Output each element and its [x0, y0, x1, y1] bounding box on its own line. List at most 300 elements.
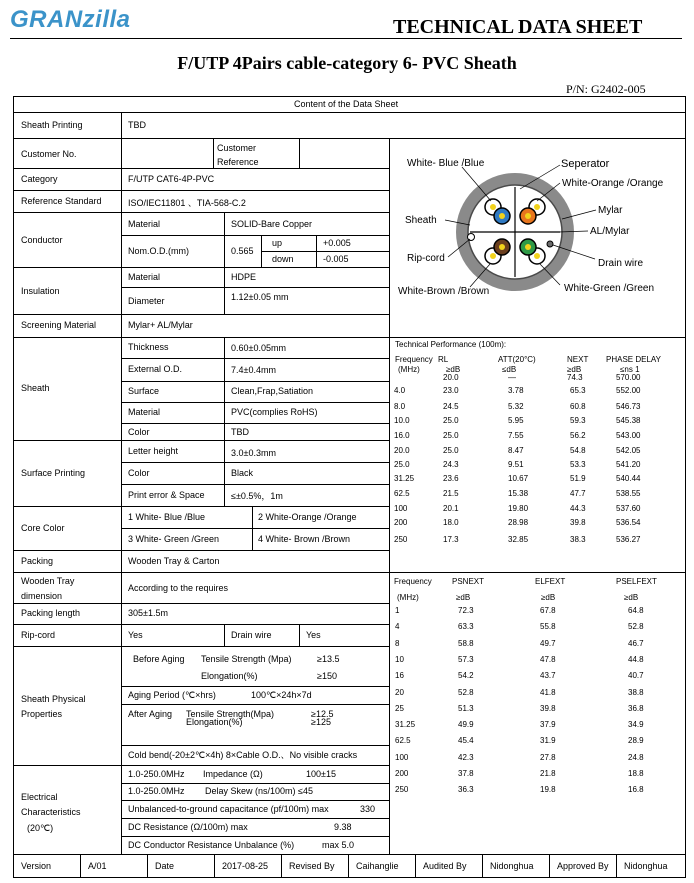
impedance-freq: 1.0-250.0MHz [128, 769, 185, 779]
part-number: P/N: G2402-005 [566, 82, 646, 96]
perf1-cell: 4.0 [394, 386, 406, 395]
perf1-cell: 56.2 [570, 431, 586, 440]
row-line [261, 251, 389, 252]
col-line [281, 854, 282, 878]
wire-white-core [534, 253, 540, 259]
perf1-cell: 10.0 [394, 416, 410, 425]
document-title: TECHNICAL DATA SHEET [393, 16, 643, 38]
perf2-unit: ≥dB [541, 593, 556, 602]
perf1-cell: 23.0 [443, 386, 459, 395]
label-white-brown: White-Brown /Brown [398, 286, 490, 297]
perf2-cell: 58.8 [458, 639, 474, 648]
row-line [13, 314, 389, 315]
logo [10, 6, 160, 32]
perf1-header: ATT(20°C) [498, 355, 536, 364]
after-tensile-label: Tensile Strength(Mpa) [186, 709, 275, 719]
perf1-cell: 8.0 [394, 402, 406, 411]
version-value: A/01 [88, 861, 107, 871]
row-line [13, 765, 389, 766]
row-line [121, 484, 389, 485]
col-line [121, 112, 122, 854]
print-error-value: ≤±0.5%，1m [231, 491, 283, 501]
header-rule [10, 38, 682, 39]
sheath-material-value: PVC(complies RoHS) [231, 407, 318, 417]
screening-label: Screening Material [21, 320, 97, 330]
logo-text: GRANzilla [10, 6, 131, 33]
electrical-label: Electrical Characteristics [21, 792, 81, 817]
row-line [121, 686, 389, 687]
conductor-up-label: up [272, 238, 283, 248]
row-line [121, 745, 389, 746]
row-line [13, 506, 389, 507]
sheath-od-label: External O.D. [128, 364, 183, 374]
perf1-cell: 5.32 [508, 402, 524, 411]
rip-cord-label: Rip-cord [21, 630, 56, 640]
perf2-cell: 100 [395, 753, 409, 762]
perf2-cell: 16 [395, 671, 404, 680]
col-line [482, 854, 483, 878]
perf-title: Technical Performance (100m): [395, 340, 507, 349]
perf2-cell: 52.8 [628, 622, 644, 631]
sheath-color-label: Color [128, 427, 150, 437]
perf1-cell: 31.25 [394, 474, 415, 483]
perf1-cell: 543.00 [616, 431, 641, 440]
wire-blue-core [499, 213, 505, 219]
after-tensile-value: ≥12.5 [311, 709, 334, 719]
conductor-material-label: Material [128, 219, 161, 229]
perf1-cell: 28.98 [508, 518, 529, 527]
perf2-cell: 49.9 [458, 720, 474, 729]
conductor-down-label: down [272, 254, 294, 264]
perf1-cell: 39.8 [570, 518, 586, 527]
approved-value: Nidonghua [624, 861, 668, 871]
print-color-label: Color [128, 468, 150, 478]
skew-label: Delay Skew (ns/100m) ≤45 [205, 786, 313, 796]
insulation-diameter-label: Diameter [128, 296, 165, 306]
perf2-cell: 39.8 [540, 704, 556, 713]
row-line [121, 704, 389, 705]
content-caption: Content of the Data Sheet [294, 99, 399, 109]
perf2-cell: 250 [395, 785, 409, 794]
print-color-value: Black [231, 468, 254, 478]
wire-green-core [525, 244, 531, 250]
rip-cord-value: Yes [128, 630, 143, 640]
unbalance-value: 330 [360, 804, 376, 814]
core-color-1: 1 White- Blue /Blue [128, 512, 206, 522]
label-mylar: Mylar [598, 205, 623, 216]
letter-height-label: Letter height [128, 446, 179, 456]
row-line [13, 112, 686, 113]
perf1-cell: 24.5 [443, 402, 459, 411]
perf2-cell: 62.5 [395, 736, 411, 745]
cold-bend: Cold bend(-20±2℃×4h) 8×Cable O.D.、No visible cracks [128, 750, 358, 760]
insulation-material-label: Material [128, 272, 161, 282]
col-line [549, 854, 550, 878]
conductor-material-value: SOLID-Bare Copper [231, 219, 313, 229]
packing-label: Packing [21, 556, 54, 566]
dc-unbalance-value: max 5.0 [322, 840, 355, 850]
col-line [224, 624, 225, 646]
perf1-cell: 538.55 [616, 489, 641, 498]
version-label: Version [21, 861, 52, 871]
packing-value: Wooden Tray & Carton [128, 556, 220, 566]
perf1-unit: ≤dB [502, 365, 517, 374]
perf2-cell: 38.8 [628, 688, 644, 697]
before-elong-value: ≥150 [317, 671, 337, 681]
perf1-cell: 536.27 [616, 535, 641, 544]
perf1-cell: 541.20 [616, 460, 641, 469]
col-line [616, 854, 617, 878]
perf2-unit: ≥dB [624, 593, 639, 602]
perf1-cell: 542.05 [616, 446, 641, 455]
row-line [121, 423, 389, 424]
row-line [121, 235, 389, 236]
conductor-od-value: 0.565 [231, 246, 254, 256]
perf1-header: PHASE DELAY [606, 355, 661, 364]
perf2-header: PSNEXT [452, 577, 485, 586]
perf2-cell: 21.8 [540, 769, 556, 778]
col-line [147, 854, 148, 878]
conductor-down-value: -0.005 [323, 254, 349, 264]
perf2-cell: 20 [395, 688, 404, 697]
perf2-cell: 1 [395, 606, 400, 615]
perf2-cell: 10 [395, 655, 404, 664]
revised-label: Revised By [289, 861, 335, 871]
perf1-cell: 25.0 [443, 446, 459, 455]
conductor-label: Conductor [21, 235, 63, 245]
packing-length-label: Packing length [21, 608, 81, 618]
surface-printing-label: Surface Printing [21, 468, 86, 478]
label-white-blue: White- Blue /Blue [407, 158, 485, 169]
row-line [121, 287, 389, 288]
perf1-cell: 74.3 [567, 373, 583, 382]
cable-cross-section [390, 139, 686, 337]
sheath-material-label: Material [128, 407, 161, 417]
insulation-material-value: HDPE [231, 272, 257, 282]
wire-white-core [490, 204, 496, 210]
aging-period-label: Aging Period (℃×hrs) [128, 690, 216, 700]
perf1-cell: 8.47 [508, 446, 524, 455]
drain-wire-value: Yes [306, 630, 321, 640]
reference-standard-value: ISO/IEC11801 、TIA-568-C.2 [128, 198, 246, 208]
aging-period-value: 100℃×24h×7d [251, 690, 312, 700]
row-line [13, 854, 686, 855]
perf2-cell: 64.8 [628, 606, 644, 615]
row-line [13, 337, 686, 338]
cable-title: F/UTP 4Pairs cable-category 6- PVC Sheath [177, 53, 517, 73]
perf1-cell: 540.44 [616, 474, 641, 483]
row-line [13, 572, 686, 573]
perf1-cell: 536.54 [616, 518, 641, 527]
after-aging-label: After Aging [128, 709, 173, 719]
perf1-cell: 100 [394, 504, 408, 513]
perf2-cell: 37.9 [540, 720, 556, 729]
conductor-od-label: Nom.O.D.(mm) [128, 246, 189, 256]
col-line [214, 854, 215, 878]
perf1-cell: — [508, 373, 516, 382]
perf2-cell: 18.8 [628, 769, 644, 778]
perf2-cell: 25 [395, 704, 404, 713]
impedance-value: 100±15 [306, 769, 336, 779]
perf2-cell: 47.8 [540, 655, 556, 664]
perf2-cell: 63.3 [458, 622, 474, 631]
perf2-cell: 27.8 [540, 753, 556, 762]
perf1-cell: 20.0 [394, 446, 410, 455]
before-tensile-value: ≥13.5 [317, 654, 340, 664]
perf1-cell: 54.8 [570, 446, 586, 455]
perf2-cell: 24.8 [628, 753, 644, 762]
perf1-unit: (MHz) [398, 365, 420, 374]
perf1-cell: 250 [394, 535, 408, 544]
perf2-header: PSELFEXT [616, 577, 657, 586]
perf1-cell: 7.55 [508, 431, 524, 440]
perf2-cell: 40.7 [628, 671, 644, 680]
reference-standard-label: Reference Standard [21, 196, 102, 206]
perf1-cell: 59.3 [570, 416, 586, 425]
perf2-cell: 36.3 [458, 785, 474, 794]
perf1-cell: 9.51 [508, 460, 524, 469]
perf1-unit: ≥dB [567, 365, 582, 374]
row-line [13, 212, 389, 213]
screening-value: Mylar+ AL/Mylar [128, 320, 193, 330]
electrical-temp: (20℃) [27, 823, 54, 833]
perf2-cell: 200 [395, 769, 409, 778]
core-color-4: 4 White- Brown /Brown [258, 534, 351, 544]
label-drain-wire: Drain wire [598, 258, 644, 269]
col-line [80, 854, 81, 878]
perf1-cell: 20.0 [443, 373, 459, 382]
perf2-cell: 45.4 [458, 736, 474, 745]
insulation-label: Insulation [21, 286, 60, 296]
perf2-cell: 43.7 [540, 671, 556, 680]
before-tensile-label: Tensile Strength (Mpa) [201, 654, 292, 664]
audited-value: Nidonghua [490, 861, 534, 871]
sheath-od-value: 7.4±0.4mm [231, 365, 276, 375]
perf1-cell: 16.0 [394, 431, 410, 440]
perf2-cell: 8 [395, 639, 400, 648]
approved-label: Approved By [557, 861, 609, 871]
perf2-cell: 57.3 [458, 655, 474, 664]
perf2-cell: 31.9 [540, 736, 556, 745]
perf1-cell: 545.38 [616, 416, 641, 425]
wire-white-core [490, 253, 496, 259]
row-line [13, 440, 389, 441]
perf1-cell: 44.3 [570, 504, 586, 513]
row-line [13, 550, 389, 551]
perf1-header: NEXT [567, 355, 589, 364]
sheath-physical-label: Sheath Physical Properties [21, 694, 86, 719]
performance-table-2 [390, 575, 686, 794]
perf1-unit: ≥dB [446, 365, 461, 374]
rip-cord [468, 234, 475, 241]
col-line [224, 212, 225, 314]
perf2-cell: 41.8 [540, 688, 556, 697]
wire-orange-core [525, 213, 531, 219]
impedance-label: Impedance (Ω) [203, 769, 263, 779]
row-line [13, 190, 389, 191]
sheath-thickness-label: Thickness [128, 342, 169, 352]
col-line [299, 624, 300, 646]
perf1-cell: 3.78 [508, 386, 524, 395]
row-line [121, 836, 389, 837]
perf1-cell: 546.73 [616, 402, 641, 411]
perf1-cell: 200 [394, 518, 408, 527]
core-color-2: 2 White-Orange /Orange [258, 512, 357, 522]
perf1-cell: 65.3 [570, 386, 586, 395]
perf1-cell: 38.3 [570, 535, 586, 544]
sheath-thickness-value: 0.60±0.05mm [231, 343, 286, 353]
perf2-cell: 37.8 [458, 769, 474, 778]
perf2-cell: 4 [395, 622, 400, 631]
perf2-cell: 28.9 [628, 736, 644, 745]
dc-resistance-label: DC Resistance (Ω/100m) max [128, 822, 248, 832]
sheath-color-value: TBD [231, 427, 249, 437]
row-line [121, 381, 389, 382]
perf1-cell: 552.00 [616, 386, 641, 395]
perf1-cell: 18.0 [443, 518, 459, 527]
skew-freq: 1.0-250.0MHz [128, 786, 185, 796]
perf1-cell: 47.7 [570, 489, 586, 498]
core-color-3: 3 White- Green /Green [128, 534, 220, 544]
perf1-cell: 570.00 [616, 373, 641, 382]
row-line [121, 402, 389, 403]
performance-table-1 [390, 352, 686, 552]
col-line [348, 854, 349, 878]
perf1-cell: 20.1 [443, 504, 459, 513]
perf2-cell: 67.8 [540, 606, 556, 615]
label-white-orange: White-Orange /Orange [562, 178, 664, 189]
unbalance-label: Unbalanced-to-ground capacitance (pf/100m) max [128, 804, 329, 814]
dc-unbalance-label: DC Conductor Resistance Unbalance (%) [128, 840, 295, 850]
sheath-printing-label: Sheath Printing [21, 120, 83, 130]
row-line [121, 800, 389, 801]
sheath-surface-label: Surface [128, 386, 160, 396]
perf2-cell: 16.8 [628, 785, 644, 794]
perf1-cell: 60.8 [570, 402, 586, 411]
wire-white-core [534, 204, 540, 210]
insulation-diameter-value: 1.12±0.05 mm [231, 292, 289, 302]
perf1-cell: 24.3 [443, 460, 459, 469]
perf2-cell: 51.3 [458, 704, 474, 713]
perf1-header: Frequency [395, 355, 433, 364]
perf2-cell: 49.7 [540, 639, 556, 648]
perf1-cell: 23.6 [443, 474, 459, 483]
after-elong-value: ≥125 [311, 717, 331, 727]
category-label: Category [21, 174, 58, 184]
row-line [13, 267, 389, 268]
perf1-cell: 10.67 [508, 474, 529, 483]
label-rip-cord: Rip-cord [407, 253, 445, 264]
row-line [121, 528, 389, 529]
drain-wire [547, 241, 553, 247]
perf2-cell: 34.9 [628, 720, 644, 729]
col-line [224, 337, 225, 506]
perf2-cell: 52.8 [458, 688, 474, 697]
perf1-cell: 537.60 [616, 504, 641, 513]
conductor-up-value: +0.005 [323, 238, 351, 248]
perf1-cell: 25.0 [443, 416, 459, 425]
perf2-cell: 55.8 [540, 622, 556, 631]
drain-wire-label: Drain wire [231, 630, 272, 640]
sheath-printing-value: TBD [128, 120, 146, 130]
col-line [299, 138, 300, 168]
after-elong-label: Elongation(%) [186, 717, 243, 727]
row-line [121, 358, 389, 359]
perf2-cell: 19.8 [540, 785, 556, 794]
label-sheath: Sheath [405, 215, 437, 226]
revised-value: Caihanglie [356, 861, 399, 871]
wooden-tray-label: Wooden Tray dimension [21, 576, 75, 601]
perf1-cell: 17.3 [443, 535, 459, 544]
letter-height-value: 3.0±0.3mm [231, 448, 276, 458]
customer-no-label: Customer No. [21, 149, 77, 159]
perf1-cell: 15.38 [508, 489, 529, 498]
date-label: Date [155, 861, 175, 871]
core-color-label: Core Color [21, 523, 65, 533]
perf1-cell: 53.3 [570, 460, 586, 469]
category-value: F/UTP CAT6-4P-PVC [128, 174, 215, 184]
col-line [261, 235, 262, 267]
perf1-cell: 5.95 [508, 416, 524, 425]
perf1-cell: 21.5 [443, 489, 459, 498]
print-error-label: Print error & Space [128, 490, 205, 500]
row-line [13, 646, 389, 647]
perf1-cell: 51.9 [570, 474, 586, 483]
perf2-header: ELFEXT [535, 577, 566, 586]
packing-length-value: 305±1.5m [128, 608, 168, 618]
label-al-mylar: AL/Mylar [590, 226, 630, 237]
before-elong-label: Elongation(%) [201, 671, 258, 681]
wooden-tray-value: According to the requires [128, 583, 229, 593]
col-line [415, 854, 416, 878]
perf2-cell: 31.25 [395, 720, 416, 729]
audited-label: Audited By [423, 861, 467, 871]
perf2-cell: 46.7 [628, 639, 644, 648]
date-value: 2017-08-25 [222, 861, 269, 871]
perf2-cell: 72.3 [458, 606, 474, 615]
perf2-cell: 42.3 [458, 753, 474, 762]
perf1-cell: 62.5 [394, 489, 410, 498]
sheath-surface-value: Clean,Frap,Satiation [231, 386, 314, 396]
wire-brown-core [499, 244, 505, 250]
label-separator: Seperator [561, 158, 610, 170]
perf1-cell: 25.0 [443, 431, 459, 440]
perf2-cell: 54.2 [458, 671, 474, 680]
customer-reference-label: Customer Reference [217, 143, 259, 167]
perf1-header: RL [438, 355, 449, 364]
col-line [252, 506, 253, 550]
col-line [213, 138, 214, 168]
perf1-unit: ≤ns 1 [620, 365, 640, 374]
perf2-unit: ≥dB [456, 593, 471, 602]
perf2-header: Frequency [394, 577, 432, 586]
perf2-cell: 36.8 [628, 704, 644, 713]
row-line [13, 168, 389, 169]
row-line [121, 462, 389, 463]
col-line [316, 235, 317, 267]
sheath-label: Sheath [21, 383, 50, 393]
dc-resistance-value: 9.38 [334, 822, 352, 832]
perf1-cell: 25.0 [394, 460, 410, 469]
label-white-green: White-Green /Green [564, 283, 655, 294]
perf1-cell: 32.85 [508, 535, 529, 544]
row-line [13, 624, 389, 625]
perf2-unit: (MHz) [397, 593, 419, 602]
row-line [121, 783, 389, 784]
row-line [121, 818, 389, 819]
perf1-cell: 19.80 [508, 504, 529, 513]
perf2-cell: 44.8 [628, 655, 644, 664]
